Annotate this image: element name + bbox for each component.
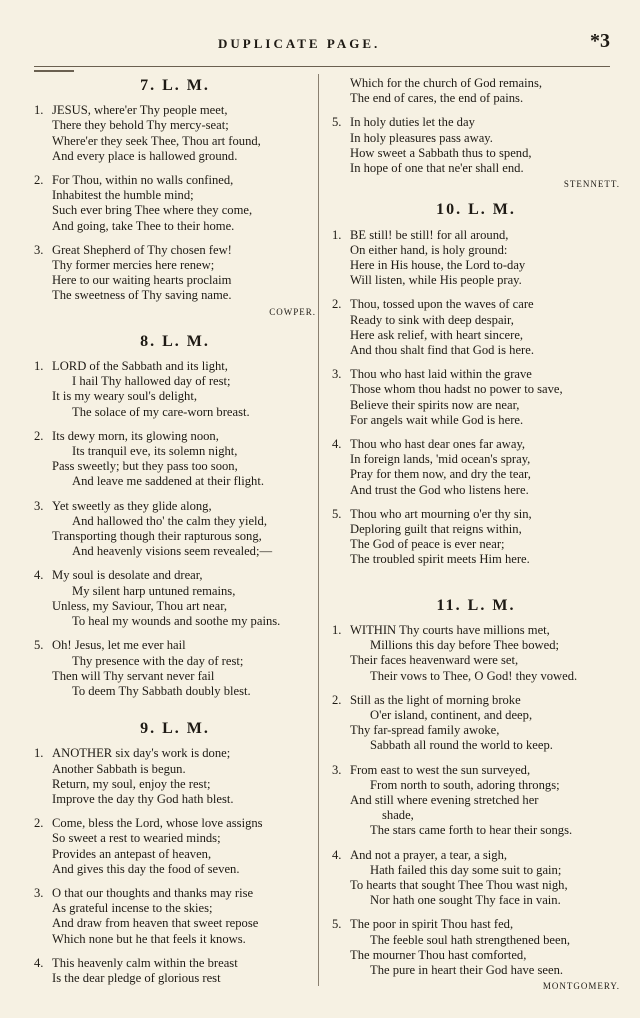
verse-number: 2.	[34, 816, 44, 831]
verse-line: In hope of one that ne'er shall end.	[350, 161, 524, 176]
verse-line: Then will Thy servant never fail	[52, 668, 215, 683]
hymn-7-heading: 7. L. M.	[140, 77, 210, 94]
hymn-8-verse-3	[34, 499, 316, 560]
verse-line: Improve the day thy God hath blest.	[52, 791, 234, 806]
hymn-7-verse-1	[34, 103, 316, 164]
hymn-8-verse-2	[34, 429, 316, 490]
hymn-9-verse-4-continued	[332, 76, 620, 106]
verse-number: 5.	[332, 506, 342, 521]
hymn-9-heading: 9. L. M.	[140, 720, 210, 738]
verse-line: Its dewy morn, its glowing noon,	[52, 428, 219, 443]
hymn-7-author: COWPER.	[269, 306, 316, 317]
verse-line: Return, my soul, enjoy the rest;	[52, 776, 211, 791]
verse-line: Where'er they seek Thee, Thou art found,	[52, 133, 261, 148]
verse-line: And going, take Thee to their home.	[52, 218, 235, 233]
verse-line: Sabbath all round the world to keep.	[370, 738, 553, 753]
verse-line: Deploring guilt that reigns within,	[350, 522, 522, 537]
hymn-8-heading: 8. L. M.	[140, 332, 210, 350]
verse-line: WITHIN Thy courts have millions met,	[350, 622, 550, 637]
verse-line: And not a prayer, a tear, a sigh,	[350, 847, 508, 862]
verse-line: Believe their spirits now are near,	[350, 397, 520, 412]
verse-line: Pray for them now, and dry the tear,	[350, 467, 531, 482]
verse-line: The sweetness of Thy saving name.	[52, 288, 232, 303]
verse-number: 1.	[34, 103, 44, 118]
verse-line: The poor in spirit Thou hast fed,	[350, 917, 514, 932]
verse-line: On either hand, is holy ground:	[350, 242, 508, 257]
verse-line: Thou who hast laid within the grave	[350, 367, 532, 382]
verse-number: 3.	[332, 367, 342, 382]
verse-line: ANOTHER six day's work is done;	[52, 746, 231, 761]
verse-line: The mourner Thou hast comforted,	[350, 947, 527, 962]
hymn-9-verse-2	[34, 816, 316, 877]
verse-line: Its tranquil eve, its solemn night,	[72, 444, 238, 459]
verse-number: 5.	[34, 638, 44, 653]
verse-line: Transporting though their rapturous song,	[52, 529, 262, 544]
verse-line: Is the dear pledge of glorious rest	[52, 970, 221, 985]
verse-line: Hath failed this day some suit to gain;	[370, 862, 562, 877]
hymn-11-verse-5	[332, 917, 620, 978]
verse-line: shade,	[382, 808, 414, 823]
verse-line: Great Shepherd of Thy chosen few!	[52, 242, 232, 257]
verse-line: Millions this day before Thee bowed;	[370, 638, 559, 653]
verse-line: And trust the God who listens here.	[350, 482, 529, 497]
verse-line: In holy duties let the day	[350, 115, 475, 130]
verse-line: In holy pleasures pass away.	[350, 130, 493, 145]
verse-line: Another Sabbath is begun.	[52, 761, 186, 776]
verse-line: And gives this day the food of seven.	[52, 861, 240, 876]
verse-line: Yet sweetly as they glide along,	[52, 498, 212, 513]
verse-line: Unless, my Saviour, Thou art near,	[52, 598, 228, 613]
verse-number: 4.	[34, 568, 44, 583]
hymn-10-verse-5	[332, 507, 620, 568]
verse-number: 4.	[34, 955, 44, 970]
verse-line: O'er island, continent, and deep,	[370, 707, 533, 722]
verse-line: To heal my wounds and soothe my pains.	[72, 614, 281, 629]
column-divider	[318, 74, 319, 986]
verse-line: From east to west the sun surveyed,	[350, 762, 531, 777]
verse-line: Thy former mercies here renew;	[52, 258, 215, 273]
verse-line: And still where evening stretched her	[350, 792, 539, 807]
verse-line: Thou who hast dear ones far away,	[350, 437, 526, 452]
verse-line: Oh! Jesus, let me ever hail	[52, 638, 186, 653]
verse-number: 3.	[34, 498, 44, 513]
hymn-8-verse-5	[34, 638, 316, 699]
verse-line: The God of peace is ever near;	[350, 537, 505, 552]
verse-line: The troubled spirit meets Him here.	[350, 552, 530, 567]
verse-number: 1.	[332, 622, 342, 637]
verse-line: Those whom thou hadst no power to save,	[350, 382, 563, 397]
verse-number: 2.	[34, 173, 44, 188]
verse-number: 2.	[332, 297, 342, 312]
verse-line: My soul is desolate and drear,	[52, 568, 203, 583]
verse-line: To hearts that sought Thee Thou wast nigh,	[350, 877, 568, 892]
verse-line: And every place is hallowed ground.	[52, 148, 238, 163]
hymn-11-verse-4	[332, 848, 620, 909]
verse-line: LORD of the Sabbath and its light,	[52, 359, 228, 374]
verse-line: To deem Thy Sabbath doubly blest.	[72, 683, 251, 698]
verse-line: There they behold Thy mercy-seat;	[52, 118, 229, 133]
verse-line: Provides an antepast of heaven,	[52, 846, 212, 861]
running-title: DUPLICATE PAGE.	[218, 36, 381, 51]
left-column	[34, 72, 316, 995]
verse-line: In foreign lands, 'mid ocean's spray,	[350, 452, 531, 467]
verse-line: I hail Thy hallowed day of rest;	[72, 374, 231, 389]
verse-number: 5.	[332, 917, 342, 932]
hymn-8-verse-1	[34, 359, 316, 420]
hymn-9-verse-4	[34, 956, 316, 986]
verse-number: 2.	[34, 428, 44, 443]
hymn-11-author: MONTGOMERY.	[542, 981, 620, 992]
hymn-11-verse-2	[332, 693, 620, 754]
verse-line: How sweet a Sabbath thus to spend,	[350, 145, 532, 160]
verse-line: And hallowed tho' the calm they yield,	[72, 513, 267, 528]
verse-number: 3.	[332, 762, 342, 777]
verse-line: Come, bless the Lord, whose love assigns	[52, 816, 263, 831]
verse-line: The pure in heart their God have seen.	[370, 962, 564, 977]
verse-number: 3.	[34, 885, 44, 900]
page-header	[0, 28, 640, 58]
verse-line: The end of cares, the end of pains.	[350, 91, 524, 106]
verse-line: Here ask relief, with heart sincere,	[350, 327, 524, 342]
verse-line: Which for the church of God remains,	[350, 76, 542, 90]
verse-line: It is my weary soul's delight,	[52, 389, 197, 404]
verse-line: As grateful incense to the skies;	[52, 901, 213, 916]
verse-line: And leave me saddened at their flight.	[72, 474, 264, 489]
verse-line: Thou, tossed upon the waves of care	[350, 297, 534, 312]
hymn-11-verse-1	[332, 623, 620, 684]
hymn-10-heading: 10. L. M.	[436, 201, 516, 219]
verse-line: Which none but he that feels it knows.	[52, 931, 246, 946]
verse-line: Thy far-spread family awoke,	[350, 723, 500, 738]
hymn-10-verse-3	[332, 367, 620, 428]
verse-line: Such ever bring Thee where they come,	[52, 203, 253, 218]
verse-line: The feeble soul hath strengthened been,	[370, 932, 571, 947]
verse-line: For angels wait while God is here.	[350, 412, 524, 427]
verse-number: 4.	[332, 847, 342, 862]
hymn-7-verse-2	[34, 173, 316, 234]
verse-line: Here to our waiting hearts proclaim	[52, 273, 232, 288]
hymn-10-verse-4	[332, 437, 620, 498]
verse-line: My silent harp untuned remains,	[72, 583, 236, 598]
verse-line: Ready to sink with deep despair,	[350, 312, 514, 327]
hymn-7-verse-3	[34, 243, 316, 304]
verse-line: Their faces heavenward were set,	[350, 653, 519, 668]
hymn-9-verse-1	[34, 746, 316, 807]
hymn-8-verse-4	[34, 568, 316, 629]
page-number: *3	[590, 30, 610, 52]
verse-line: And thou shalt find that God is here.	[350, 343, 534, 358]
verse-line: Here in His house, the Lord to-day	[350, 258, 526, 273]
verse-line: Their vows to Thee, O God! they vowed.	[370, 668, 578, 683]
verse-line: And draw from heaven that sweet repose	[52, 916, 259, 931]
hymn-10-verse-1	[332, 228, 620, 289]
verse-line: Still as the light of morning broke	[350, 692, 521, 707]
verse-number: 3.	[34, 242, 44, 257]
hymn-10-verse-2	[332, 297, 620, 358]
verse-line: JESUS, where'er Thy people meet,	[52, 103, 228, 118]
verse-line: Pass sweetly; but they pass too soon,	[52, 459, 238, 474]
header-rule	[34, 66, 610, 67]
hymn-11-heading: 11. L. M.	[436, 596, 516, 614]
right-column	[332, 76, 620, 1000]
verse-line: The solace of my care-worn breast.	[72, 404, 250, 419]
verse-number: 2.	[332, 692, 342, 707]
hymn-11-verse-3	[332, 763, 620, 839]
hymn-9-verse-5	[332, 115, 620, 176]
verse-number: 5.	[332, 115, 342, 130]
verse-line: Nor hath one sought Thy face in vain.	[370, 893, 561, 908]
verse-line: Will listen, while His people pray.	[350, 273, 522, 288]
verse-line: The stars came forth to hear their songs.	[370, 823, 573, 838]
verse-line: From north to south, adoring throngs;	[370, 777, 560, 792]
verse-number: 1.	[34, 746, 44, 761]
verse-line: BE still! be still! for all around,	[350, 227, 509, 242]
verse-line: And heavenly visions seem revealed;—	[72, 544, 273, 559]
hymn-9-verse-3	[34, 886, 316, 947]
verse-line: Inhabitest the humble mind;	[52, 188, 194, 203]
verse-line: This heavenly calm within the breast	[52, 955, 238, 970]
hymn-9-author: STENNETT.	[563, 179, 620, 190]
verse-number: 1.	[34, 359, 44, 374]
verse-number: 1.	[332, 227, 342, 242]
verse-line: So sweet a rest to wearied minds;	[52, 831, 221, 846]
verse-line: O that our thoughts and thanks may rise	[52, 885, 254, 900]
verse-line: For Thou, within no walls confined,	[52, 173, 234, 188]
verse-line: Thou who art mourning o'er thy sin,	[350, 506, 532, 521]
verse-line: Thy presence with the day of rest;	[72, 653, 244, 668]
verse-number: 4.	[332, 437, 342, 452]
